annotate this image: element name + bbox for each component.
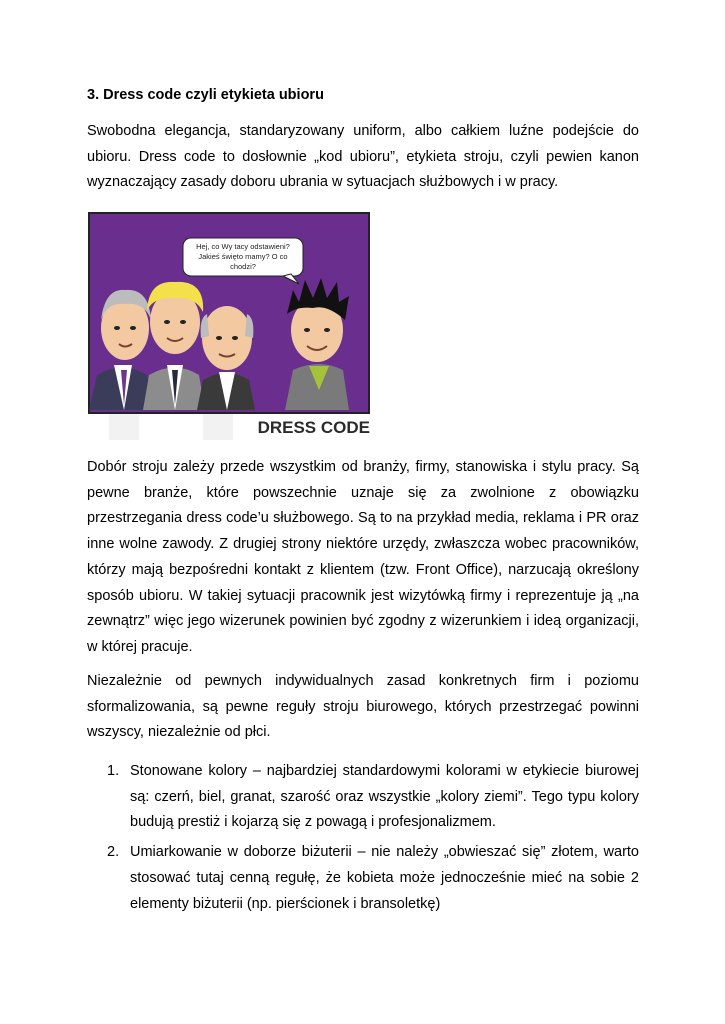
dress-code-illustration (87, 210, 372, 442)
speech-line-1: Hej, co Wy tacy odstawieni? (196, 242, 290, 251)
list-item-number: 1. (107, 763, 120, 779)
list-item-text: Stonowane kolory – najbardziej standardowymi kolorami w etykiecie biurowej są: czerń, biel, granat, szarość oraz wszystkie „kolory ziemi”. Tego typu kolory budują prestiż i kojarzą się z powagą i profesjonalizmem. (130, 763, 639, 831)
list-item (87, 840, 639, 917)
speech-line-2: Jakieś święto mamy? O co (198, 252, 288, 261)
section-heading: 3. Dress code czyli etykieta ubioru (87, 87, 324, 103)
speech-line-3: chodzi? (230, 262, 256, 271)
body-paragraph-rules: Niezależnie od pewnych indywidualnych zasad konkretnych firm i poziomu sformalizowania, są pewne reguły stroju biurowego, których przestrzegać powinni wszyscy, niezależnie od płci. (87, 673, 639, 741)
body-paragraph-dress-choice: Dobór stroju zależy przede wszystkim od branży, firmy, stanowiska i stylu pracy. Są pewne branże, które powszechnie uznaje się za zwolnione z obowiązku przestrzegania dress code’u służbowego. Są to na przykład media, reklama i PR oraz inne wolne zawody. Z drugiej strony niektóre urzędy, zwłaszcza wobec pracowników, którzy mają bezpośredni kontakt z klientem (tzw. Front Office), narzucają określony sposób ubioru. W takiej sytuacji pracownik jest wizytówką firmy i reprezentuje ją „na zewnątrz” więc jego wizerunek powinien być zgodny z wizerunkiem i ideą organizacji, w której pracuje. (87, 459, 639, 655)
list-item (87, 759, 639, 836)
list-item-text: Umiarkowanie w doborze biżuterii – nie należy „obwieszać się” złotem, warto stosować tutaj cenną regułę, że kobieta może jednocześnie mieć na sobie 2 elementy biżuterii (np. pierścionek i bransoletkę) (130, 844, 639, 912)
rules-list (87, 759, 639, 921)
list-item-number: 2. (107, 844, 120, 861)
illustration-caption: DRESS CODE (257, 418, 370, 437)
intro-paragraph: Swobodna elegancja, standaryzowany uniform, albo całkiem luźne podejście do ubioru. Dress code to dosłownie „kod ubioru”, etykieta stroju, czyli pewien kanon wyznaczający zasady doboru ubrania w sytuacjach służbowych i w pracy. (87, 123, 639, 191)
